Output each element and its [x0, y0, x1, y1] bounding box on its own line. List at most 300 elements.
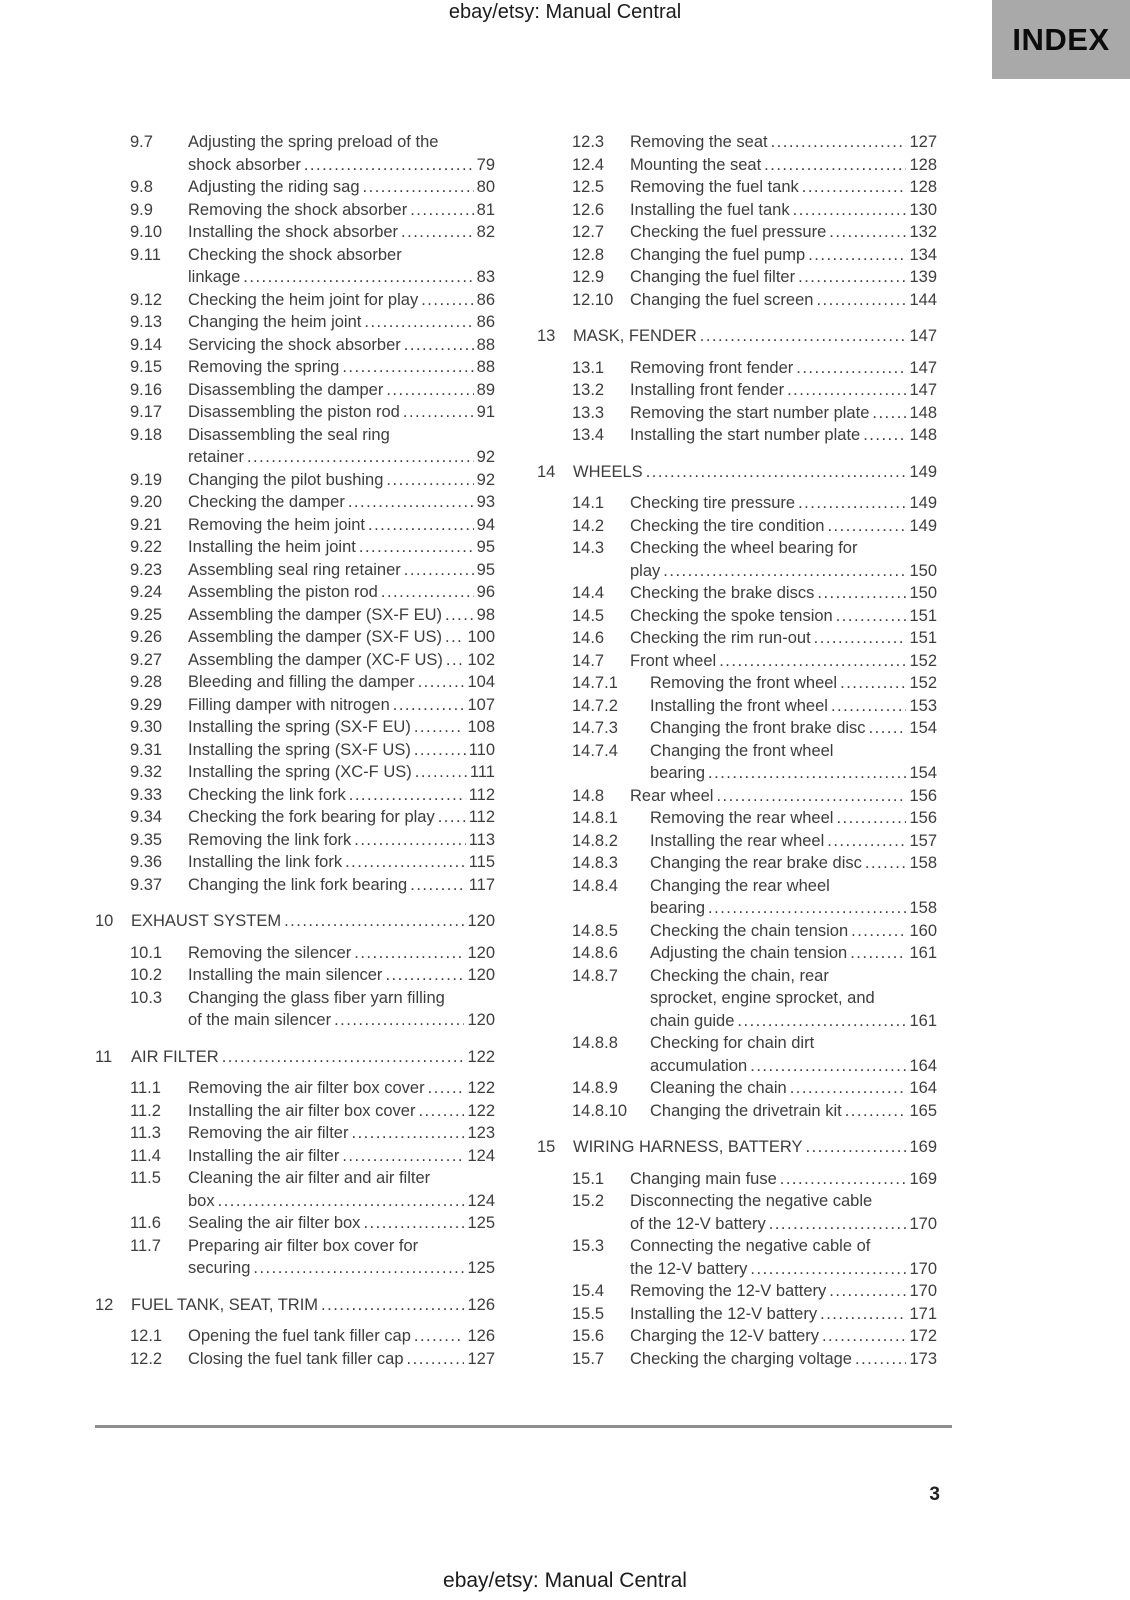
toc-entry [537, 672, 937, 695]
toc-entry [95, 536, 495, 559]
toc-entry-title [188, 739, 495, 762]
page-number: 3 [929, 1484, 940, 1505]
toc-entry-title [630, 492, 937, 515]
toc-page-number: 112 [468, 808, 495, 826]
toc-title-text: Changing the link fork bearing [188, 875, 408, 894]
toc-column-left [95, 131, 495, 1370]
toc-page-number: 93 [476, 493, 495, 511]
toc-page-number: 124 [467, 1146, 495, 1165]
dot-leader [418, 1100, 464, 1123]
toc-entry-title [650, 740, 937, 785]
toc-page-number: 164 [909, 1079, 937, 1097]
toc-entry [537, 424, 937, 447]
toc-entry [537, 852, 937, 875]
toc-title-last-line [188, 874, 495, 897]
toc-entry-title [630, 357, 937, 380]
toc-title-last-line [630, 492, 937, 515]
toc-page-number: 107 [467, 695, 495, 714]
toc-entry-number: 10 [95, 912, 114, 930]
toc-entry [95, 491, 495, 514]
toc-entry-number: 12.10 [572, 290, 614, 309]
toc-page-number: 148 [909, 426, 937, 444]
toc-title-last-line [188, 379, 495, 402]
toc-page-number: 149 [909, 516, 937, 535]
toc-entry [95, 1212, 495, 1235]
toc-page-number: 156 [909, 809, 937, 827]
toc-entry [537, 605, 937, 628]
toc-title-line: Changing the glass fiber yarn filling [188, 988, 445, 1007]
toc-entry-title [630, 627, 937, 650]
index-tab-label: INDEX [1012, 21, 1110, 57]
toc-title-last-line [188, 289, 495, 312]
toc-page-number: 127 [909, 133, 937, 151]
toc-entry-number: 9.9 [130, 200, 153, 219]
toc-entry [95, 874, 495, 897]
toc-page-number: 120 [467, 966, 495, 984]
toc-title-last-line [188, 1009, 495, 1032]
toc-entry-number: 15.7 [572, 1349, 605, 1368]
toc-title-text: Removing the front wheel [650, 674, 838, 692]
toc-entry [537, 965, 937, 1033]
dot-leader [446, 649, 465, 672]
toc-page-number: 154 [909, 764, 937, 782]
toc-entry [95, 829, 495, 852]
toc-entry [95, 761, 495, 784]
toc-title-last-line [630, 515, 937, 538]
toc-title-last-line [188, 1257, 495, 1280]
toc-entry-title [573, 1136, 937, 1159]
toc-page-number: 125 [467, 1214, 495, 1232]
toc-title-text: Removing front fender [630, 358, 794, 377]
dot-leader [827, 830, 906, 853]
dot-leader [247, 446, 474, 469]
dot-leader [404, 559, 474, 582]
toc-entry [537, 515, 937, 538]
toc-title-text: the 12-V battery [630, 1259, 748, 1278]
toc-page-number: 160 [909, 921, 937, 940]
toc-title-text: Installing front fender [630, 381, 785, 399]
toc-entry [95, 379, 495, 402]
toc-entry [537, 942, 937, 965]
toc-page-number: 152 [909, 674, 937, 692]
toc-title-text: Removing the fuel tank [630, 178, 799, 196]
toc-page-number: 171 [909, 1304, 937, 1323]
toc-title-text: Cleaning the chain [650, 1079, 787, 1097]
toc-title-last-line [630, 627, 937, 650]
toc-entry-number: 14.7 [572, 651, 605, 670]
toc-entry-title [188, 379, 495, 402]
toc-entry-number: 10.2 [130, 966, 163, 984]
toc-title-last-line [650, 830, 937, 853]
toc-title-text: Bleeding and filling the damper [188, 673, 415, 691]
dot-leader [364, 311, 473, 334]
toc-page-number: 120 [467, 912, 495, 930]
dot-leader [414, 739, 466, 762]
toc-entry [537, 627, 937, 650]
toc-entry [95, 401, 495, 424]
toc-page-number: 94 [476, 515, 495, 534]
toc-title-text: Installing the main silencer [188, 966, 383, 984]
toc-title-text: Changing the drivetrain kit [650, 1101, 842, 1120]
dot-leader [863, 424, 906, 447]
toc-entry-number: 9.15 [130, 358, 163, 376]
toc-entry [537, 221, 937, 244]
toc-title-last-line [573, 1136, 937, 1159]
toc-entry-title [188, 424, 495, 469]
toc-page-number: 150 [909, 584, 937, 602]
toc-title-last-line [630, 560, 937, 583]
toc-page-number: 147 [909, 381, 937, 399]
toc-title-text: Installing the link fork [188, 853, 343, 871]
dot-leader [840, 672, 906, 695]
toc-title-last-line [188, 491, 495, 514]
toc-entry-title [188, 131, 495, 176]
toc-entry-number: 14.2 [572, 516, 605, 535]
toc-page-number: 89 [476, 380, 495, 399]
dot-leader [415, 761, 467, 784]
toc-entry-number: 12 [95, 1295, 114, 1314]
toc-entry-title [188, 1167, 495, 1212]
toc-entry-title [630, 221, 937, 244]
dot-leader [218, 1190, 465, 1213]
dot-leader [359, 536, 474, 559]
toc-page-number: 132 [909, 223, 937, 241]
toc-page-number: 156 [909, 786, 937, 805]
dot-leader [869, 717, 907, 740]
toc-title-text: Removing the link fork [188, 830, 352, 849]
toc-entry-title [188, 851, 495, 874]
toc-title-line: Cleaning the air filter and air filter [188, 1169, 431, 1187]
toc-title-last-line [188, 626, 495, 649]
toc-title-last-line [630, 289, 937, 312]
dot-leader [403, 401, 474, 424]
dot-leader [790, 1077, 907, 1100]
toc-title-text: MASK, FENDER [573, 327, 697, 345]
toc-title-last-line [630, 244, 937, 267]
toc-entry [537, 492, 937, 515]
toc-title-last-line [188, 671, 495, 694]
toc-entry-number: 11.5 [130, 1169, 161, 1187]
dot-leader [222, 1046, 465, 1069]
toc-title-last-line [131, 910, 495, 933]
toc-entry [95, 671, 495, 694]
toc-entry-title [188, 694, 495, 717]
toc-entry-number: 14.8.5 [572, 921, 618, 940]
toc-title-text: Installing the front wheel [650, 696, 828, 715]
toc-title-last-line [188, 694, 495, 717]
toc-page-number: 157 [909, 831, 937, 850]
toc-title-last-line [131, 1294, 495, 1317]
toc-title-text: Assembling the damper (SX-F US) [188, 628, 443, 646]
toc-page-number: 122 [467, 1047, 495, 1066]
toc-title-line: Checking for chain dirt [650, 1034, 815, 1052]
toc-title-text: Changing the front brake disc [650, 719, 866, 737]
toc-title-text: Removing the heim joint [188, 515, 366, 534]
toc-title-text: Closing the fuel tank filler cap [188, 1349, 404, 1368]
toc-title-text: Changing the pilot bushing [188, 470, 384, 489]
toc-title-last-line [573, 461, 937, 484]
toc-entry-number: 9.21 [130, 515, 163, 534]
toc-entry-title [630, 1235, 937, 1280]
toc-entry [537, 289, 937, 312]
dot-leader [354, 829, 465, 852]
toc-title-text: Removing the seat [630, 133, 768, 151]
toc-entry [95, 131, 495, 176]
toc-page-number: 128 [909, 155, 937, 174]
dot-leader [831, 695, 907, 718]
toc-entry [537, 875, 937, 920]
dot-leader [386, 379, 473, 402]
toc-entry-title [630, 1168, 937, 1191]
toc-title-text: EXHAUST SYSTEM [131, 912, 282, 930]
dot-leader [418, 671, 465, 694]
toc-entry-title [188, 671, 495, 694]
toc-title-text: Removing the spring [188, 358, 340, 376]
toc-entry [537, 266, 937, 289]
toc-title-last-line [188, 176, 495, 199]
toc-title-last-line [188, 942, 495, 965]
toc-title-text: Checking the fork bearing for play [188, 808, 435, 826]
toc-page-number: 92 [476, 448, 495, 466]
toc-page-number: 149 [909, 462, 937, 481]
toc-page-number: 153 [909, 696, 937, 715]
toc-title-text: Opening the fuel tank filler cap [188, 1327, 411, 1345]
toc-title-text: chain guide [650, 1011, 735, 1030]
toc-entry-number: 15.4 [572, 1282, 605, 1300]
dot-leader [808, 244, 906, 267]
toc-entry-number: 14.1 [572, 494, 605, 512]
toc-title-text: bearing [650, 899, 706, 917]
toc-title-text: Servicing the shock absorber [188, 335, 401, 354]
toc-title-last-line [188, 469, 495, 492]
toc-entry-number: 15.1 [572, 1169, 605, 1188]
toc-entry [537, 1235, 937, 1280]
toc-entry [95, 942, 495, 965]
toc-entry [95, 1145, 495, 1168]
toc-page-number: 126 [467, 1295, 495, 1314]
toc-entry-number: 11.6 [130, 1214, 161, 1232]
toc-entry [537, 244, 937, 267]
toc-page-number: 172 [909, 1327, 937, 1345]
toc-entry-title [188, 559, 495, 582]
toc-page-number: 165 [909, 1101, 937, 1120]
toc-entry [95, 199, 495, 222]
toc-entry [95, 851, 495, 874]
toc-page-number: 161 [909, 1011, 937, 1030]
dot-leader [351, 1122, 464, 1145]
toc-entry [537, 920, 937, 943]
toc-entry-title [188, 874, 495, 897]
dot-leader [385, 964, 464, 987]
toc-title-last-line [131, 1046, 495, 1069]
toc-title-last-line [188, 1077, 495, 1100]
toc-entry-number: 14.8.7 [572, 966, 618, 985]
toc-entry [95, 626, 495, 649]
toc-entry-title [188, 1145, 495, 1168]
toc-title-text: Removing the rear wheel [650, 809, 834, 827]
toc-entry-number: 12.6 [572, 200, 605, 219]
dot-leader [836, 807, 906, 830]
toc-title-text: Installing the spring (SX-F EU) [188, 718, 411, 736]
toc-title-last-line [188, 649, 495, 672]
toc-title-last-line [650, 852, 937, 875]
toc-page-number: 115 [468, 853, 495, 871]
toc-title-last-line [188, 311, 495, 334]
toc-entry-title [650, 717, 937, 740]
dot-leader [787, 379, 906, 402]
dot-leader [646, 461, 907, 484]
toc-title-text: Assembling the piston rod [188, 583, 378, 601]
index-tab [992, 0, 1130, 79]
toc-entry-number: 9.32 [130, 763, 163, 781]
toc-title-text: Checking the link fork [188, 785, 346, 804]
toc-page-number: 169 [909, 1138, 937, 1156]
toc-title-last-line [188, 784, 495, 807]
toc-entry-title [630, 424, 937, 447]
toc-entry-title [650, 1077, 937, 1100]
toc-title-line: Checking the wheel bearing for [630, 539, 858, 557]
toc-title-text: FUEL TANK, SEAT, TRIM [131, 1295, 319, 1314]
dot-leader [798, 492, 906, 515]
dot-leader [850, 942, 906, 965]
toc-page-number: 170 [909, 1259, 937, 1278]
dot-leader [363, 176, 474, 199]
toc-column-right [537, 131, 937, 1370]
toc-entry-number: 9.20 [130, 493, 163, 511]
dot-leader [817, 582, 906, 605]
footer-divider [95, 1425, 952, 1428]
toc-title-last-line [188, 1100, 495, 1123]
dot-leader [410, 874, 465, 897]
toc-title-last-line [188, 1348, 495, 1371]
toc-entry-number: 14.3 [572, 539, 605, 557]
toc-page-number: 147 [909, 358, 937, 377]
toc-entry-title [630, 582, 937, 605]
toc-title-text: Adjusting the chain tension [650, 944, 848, 962]
toc-entry-title [630, 379, 937, 402]
toc-entry-number: 13.1 [572, 358, 605, 377]
toc-title-last-line [650, 897, 937, 920]
toc-entry-title [650, 672, 937, 695]
toc-page-number: 86 [476, 290, 495, 309]
toc-entry [537, 357, 937, 380]
toc-title-text: Checking the fuel pressure [630, 223, 827, 241]
toc-title-last-line [650, 1055, 937, 1078]
toc-title-last-line [188, 604, 495, 627]
toc-title-text: Sealing the air filter box [188, 1214, 361, 1232]
toc-entry-title [188, 784, 495, 807]
toc-title-text: Installing the spring (XC-F US) [188, 763, 412, 781]
toc-page-number: 95 [476, 560, 495, 579]
toc-entry-number: 12.1 [130, 1327, 163, 1345]
toc-entry-title [188, 199, 495, 222]
toc-title-last-line [188, 1212, 495, 1235]
toc-entry-title [188, 536, 495, 559]
toc-title-last-line [188, 964, 495, 987]
toc-title-last-line [650, 1010, 937, 1033]
toc-entry-number: 11.3 [130, 1124, 161, 1142]
toc-entry [95, 806, 495, 829]
toc-entry [537, 379, 937, 402]
toc-entry [95, 649, 495, 672]
toc-entry-number: 14.7.3 [572, 719, 618, 737]
toc-entry [95, 964, 495, 987]
toc-title-text: Installing the rear wheel [650, 831, 825, 850]
toc-entry-number: 13.2 [572, 381, 605, 399]
toc-entry-title [131, 910, 495, 933]
toc-title-text: Checking the rim run-out [630, 629, 811, 647]
toc-title-last-line [650, 695, 937, 718]
toc-title-last-line [630, 1303, 937, 1326]
toc-entry-number: 14.8.3 [572, 854, 618, 872]
toc-entry [95, 469, 495, 492]
toc-entry-title [650, 1032, 937, 1077]
toc-entry-number: 9.24 [130, 583, 163, 601]
toc-entry-title [188, 1122, 495, 1145]
toc-entry [95, 739, 495, 762]
toc-title-text: box [188, 1191, 215, 1210]
toc-title-text: Charging the 12-V battery [630, 1327, 819, 1345]
dot-leader [354, 942, 464, 965]
toc-entry [95, 514, 495, 537]
toc-entry [95, 176, 495, 199]
toc-entry [537, 1168, 937, 1191]
toc-title-text: Checking tire pressure [630, 494, 796, 512]
toc-page-number: 158 [909, 899, 937, 917]
dot-leader [393, 694, 465, 717]
toc-page-number: 120 [467, 1011, 495, 1029]
toc-entry-number: 12.3 [572, 133, 605, 151]
toc-entry-title [188, 1325, 495, 1348]
toc-entry-number: 9.29 [130, 695, 163, 714]
toc-entry-title [630, 176, 937, 199]
toc-entry-number: 9.26 [130, 628, 163, 646]
toc-entry-number: 9.37 [130, 875, 163, 894]
toc-title-line: Connecting the negative cable of [630, 1237, 871, 1255]
toc-entry-title [630, 605, 937, 628]
toc-title-last-line [188, 761, 495, 784]
dot-leader [428, 1077, 465, 1100]
toc-title-text: of the 12-V battery [630, 1214, 766, 1233]
toc-title-text: Changing the fuel filter [630, 268, 796, 286]
dot-leader [836, 605, 907, 628]
toc-title-text: Removing the start number plate [630, 403, 870, 422]
toc-entry [537, 537, 937, 582]
toc-entry [537, 1280, 937, 1303]
dot-leader [321, 1294, 464, 1317]
toc-entry [95, 1325, 495, 1348]
toc-entry [95, 334, 495, 357]
toc-title-text: Checking the spoke tension [630, 606, 833, 625]
dot-leader [737, 1010, 906, 1033]
toc-entry-number: 12.4 [572, 155, 605, 174]
toc-title-text: play [630, 561, 661, 580]
toc-entry [95, 694, 495, 717]
dot-leader [865, 852, 907, 875]
dot-leader [334, 1009, 464, 1032]
toc-title-last-line [188, 806, 495, 829]
toc-title-text: Rear wheel [630, 786, 714, 805]
toc-title-last-line [630, 1258, 937, 1281]
toc-entry-number: 9.13 [130, 313, 163, 331]
toc-entry-number: 9.25 [130, 605, 163, 624]
dot-leader [802, 176, 907, 199]
toc-page-number: 124 [467, 1191, 495, 1210]
toc-entry-title [630, 402, 937, 425]
toc-title-last-line [630, 379, 937, 402]
toc-entry [537, 1100, 937, 1123]
table-of-contents [95, 131, 937, 1370]
